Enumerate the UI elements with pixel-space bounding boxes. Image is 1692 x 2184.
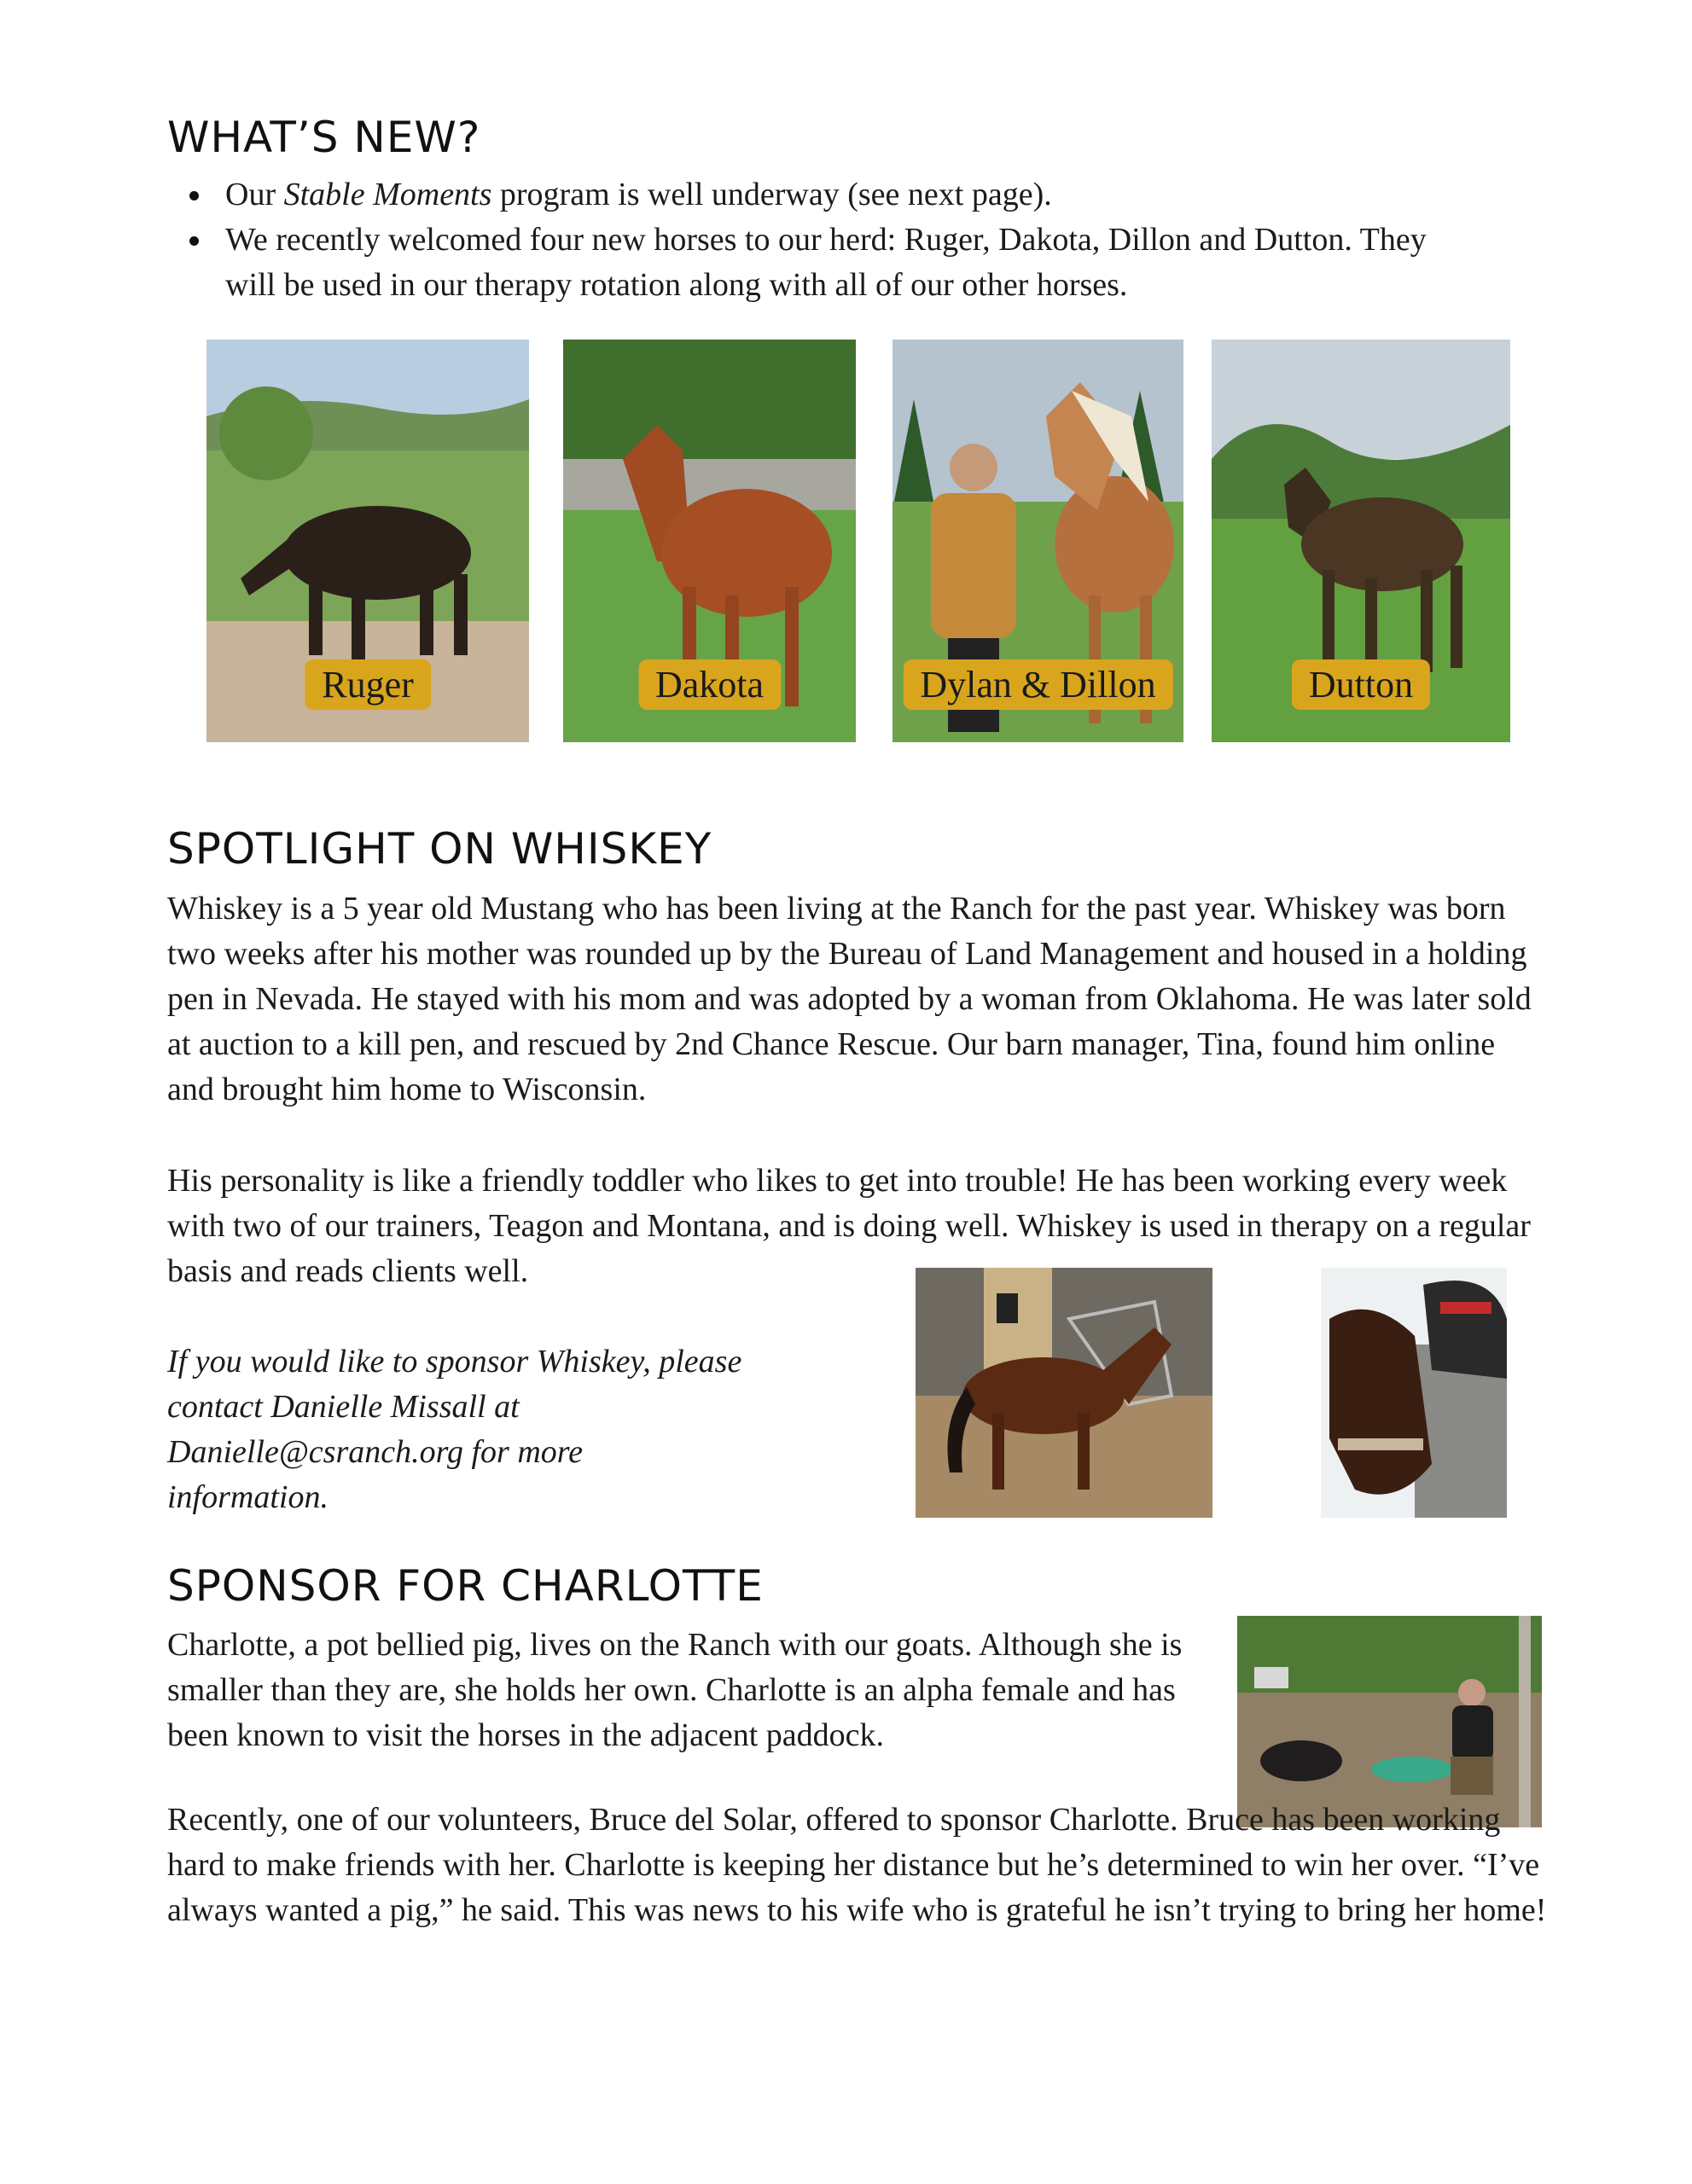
spotlight-heading: SPOTLIGHT ON WHISKEY: [167, 824, 712, 874]
photo-label: Dakota: [638, 659, 781, 710]
spotlight-paragraph-2: His personality is like a friendly toddler who likes to get into trouble! He has been working every week with two of our trainers, Teagon and Montana, and is doing well. Whiskey is used in therapy on a regular basis and reads clients well.: [167, 1163, 1531, 1289]
charlotte-paragraph-2: [167, 1798, 1550, 1933]
photo-ruger: [206, 340, 529, 742]
bullet2-text: We recently welcomed four new horses to our herd: Ruger, Dakota, Dillon and Dutton. They will be used in our therapy rotation along with all of our other horses.: [225, 222, 1427, 303]
bullet1-suffix: program is well underway (see next page).: [491, 177, 1052, 212]
photo-label: Ruger: [305, 659, 431, 710]
photo-label: Dutton: [1292, 659, 1430, 710]
charlotte-paragraph-1: Charlotte, a pot bellied pig, lives on the Ranch with our goats. Although she is smaller than they are, she holds her own. Charlotte is an alpha female and has been known to visit the horses in the adjacent paddock.: [167, 1627, 1183, 1753]
spotlight-paragraph-1: Whiskey is a 5 year old Mustang who has been living at the Ranch for the past year. Whiskey was born two weeks after his mother was rounded up by the Bureau of Land Management and housed in a holding pen in Nevada. He stayed with his mom and was adopted by a woman from Oklahoma. He was later sold at auction to a kill pen, and rescued by 2nd Chance Rescue. Our barn manager, Tina, found him online and brought him home to Wisconsin.: [167, 891, 1532, 1107]
photo-label: Dylan & Dillon: [903, 659, 1172, 710]
bullet1-prefix: Our: [225, 177, 284, 212]
charlotte-heading: SPONSOR FOR CHARLOTTE: [167, 1561, 764, 1611]
sponsor-whiskey-note: If you would like to sponsor Whiskey, please contact Danielle Missall at Danielle@csranch.org for more information.: [167, 1344, 742, 1515]
photo-charlotte-pig: [1237, 1616, 1542, 1827]
whats-new-list: [167, 172, 1590, 308]
charlotte-paragraph-2-text: Recently, one of our volunteers, Bruce del Solar, offered to sponsor Charlotte. Bruce has been working hard to make friends with her. Charlotte is keeping her distance but he’s determined to win her over. “I’ve always wanted a pig,” he said. This was news to his wife who is grateful he isn’t trying to bring her home!: [167, 1802, 1547, 1928]
whats-new-heading: WHAT’S NEW?: [167, 113, 481, 162]
photo-dakota: [563, 340, 856, 742]
list-item: [225, 218, 1454, 308]
photo-dylan-dillon: [893, 340, 1183, 742]
photo-dutton: [1212, 340, 1510, 742]
photo-whiskey-arena: [916, 1268, 1212, 1518]
photo-whiskey-closeup: [1321, 1268, 1507, 1518]
list-item: [225, 172, 1590, 218]
program-name: Stable Moments: [283, 177, 492, 212]
